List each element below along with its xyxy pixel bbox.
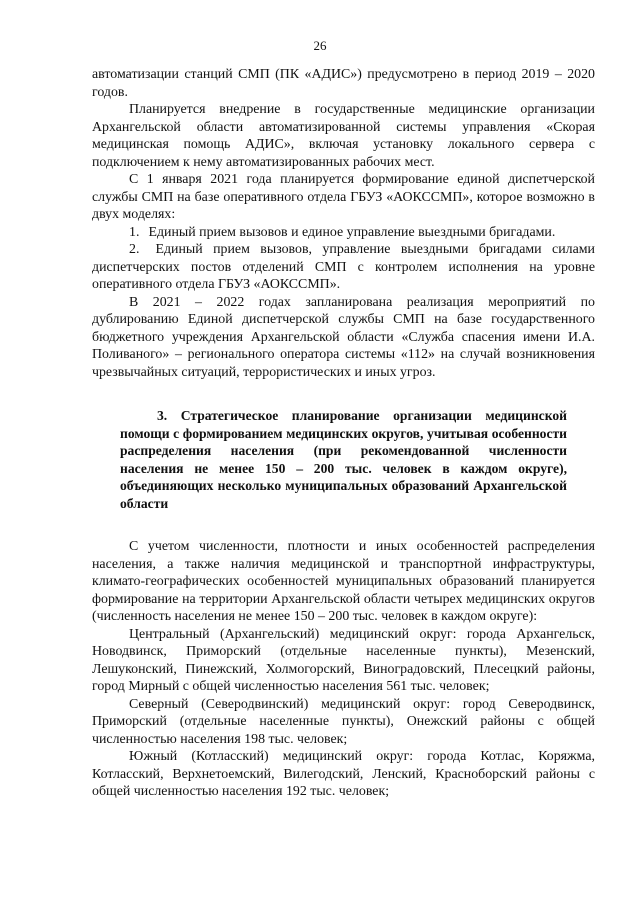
page-number: 26: [313, 38, 327, 53]
list-item-number: 2.: [129, 242, 140, 257]
list-item-text: Единый прием вызовов, управление выездными бригадами силами диспетчерских постов отделений СМП с контролем исполнения на уровне оперативного отдела ГБУЗ «АОКССМП».: [92, 242, 595, 292]
spacer: [92, 381, 595, 407]
paragraph-adis-period: автоматизации станций СМП (ПК «АДИС») предусмотрено в период 2019 – 2020 годов.: [92, 67, 595, 100]
page-content: [92, 66, 595, 801]
paragraph-central-district: Центральный (Архангельский) медицинский округ: города Архангельск, Новодвинск, Приморский (отдельные населенные пункты), Мезенский, Лешуконский, Пинежский, Холмогорский, Виноградовский, Плесецкий районы, город Мирный с общей численностью населения 561 тыс. человек;: [92, 626, 595, 694]
paragraph-duplication-2021: В 2021 – 2022 годах запланирована реализация мероприятий по дублированию Единой диспетчерской службы СМП на базе государственного бюджетного учреждения Архангельской области «Служба спасения имени И.А. Поливаного» – регионального оператора системы «112» на случай возникновения чрезвычайных ситуаций, террористических и иных угроз.: [92, 294, 595, 380]
list-item-number: 1.: [129, 224, 140, 240]
list-item-model-2: [92, 241, 595, 294]
list-item-text: Единый прием вызовов и единое управление выездными бригадами.: [148, 224, 556, 240]
paragraph-medical-districts-intro: С учетом численности, плотности и иных особенностей распределения населения, а также наличия медицинской и транспортной инфраструктуры, климато-географических особенностей муниципальных образований планируется формирование на территории Архангельской области четырех медицинских округов (численность населения не менее 150 – 200 тыс. человек в каждом округе):: [92, 539, 595, 624]
paragraph-southern-district: Южный (Котласский) медицинский округ: города Котлас, Коряжма, Котласский, Верхнетоемский, Вилегодский, Ленский, Красноборский районы с общей численностью населения 192 тыс. человек;: [92, 749, 595, 799]
spacer: [92, 512, 595, 538]
section-heading: 3. Стратегическое планирование организации медицинской помощи с формированием медицинских округов, учитывая особенности распределения населения (при рекомендованной численности населения не менее 150 – 200 тыс. человек в каждом округе), объединяющих несколько муниципальных образований Архангельской области: [120, 408, 567, 511]
paragraph-dispatch-service: С 1 января 2021 года планируется формирование единой диспетчерской службы СМП на базе оперативного отдела ГБУЗ «АОКССМП», которое возможно в двух моделях:: [92, 172, 595, 222]
paragraph-northern-district: Северный (Северодвинский) медицинский округ: город Северодвинск, Приморский (отдельные населенные пункты), Онежский районы с общей численностью населения 198 тыс. человек;: [92, 696, 595, 747]
list-item-model-1: [92, 224, 595, 242]
paragraph-adis-implementation: Планируется внедрение в государственные медицинские организации Архангельской области автоматизированной системы управления «Скорая медицинская помощь АДИС», включая установку локального сервера с подключением к нему автоматизированных рабочих мест.: [92, 102, 595, 170]
